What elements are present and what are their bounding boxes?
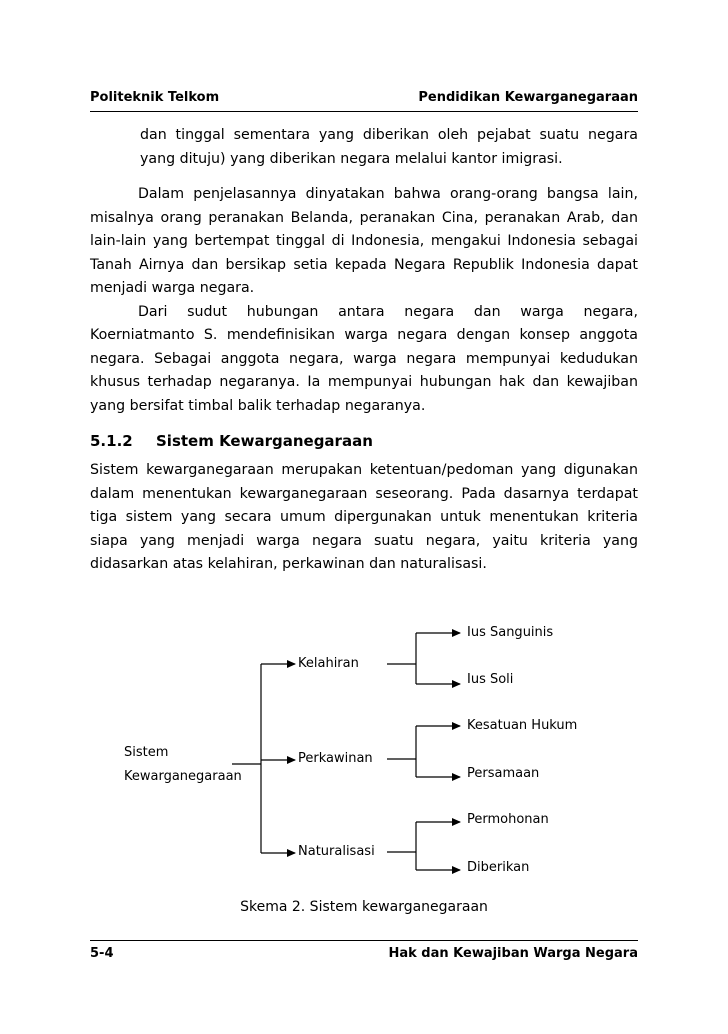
paragraph-2: Dari sudut hubungan antara negara dan warga negara, Koerniatmanto S. mendefinisikan warga negara dengan konsep anggota negara. Sebagai anggota negara, warga negara mempunyai kedudukan khusus terhadap negaranya. Ia mempunyai hubungan hak dan kewajiban yang bersifat timbal balik terhadap negaranya. — [90, 303, 638, 414]
section-body — [90, 459, 638, 577]
figure-caption: Skema 2. Sistem kewarganegaraan — [240, 899, 488, 915]
body-text — [90, 183, 638, 418]
paragraph-1: Dalam penjelasannya dinyatakan bahwa orang-orang bangsa lain, misalnya orang peranakan Belanda, peranakan Cina, peranakan Arab, dan lain-lain yang bertempat tinggal di Indonesia, mengakui Indonesia sebagai Tanah Airnya dan bersikap setia kepada Negara Republik Indonesia dapat menjadi warga negara. — [90, 186, 638, 296]
branch-kelahiran: Kelahiran — [298, 656, 359, 671]
footer-rule — [90, 940, 638, 941]
branch-perkawinan: Perkawinan — [298, 751, 373, 766]
branch-naturalisasi: Naturalisasi — [298, 844, 375, 859]
header-rule — [90, 111, 638, 112]
leaf-permohonan: Permohonan — [467, 812, 549, 827]
section-number: 5.1.2 — [90, 432, 133, 450]
page-number: 5-4 — [90, 946, 114, 961]
leaf-ius-sanguinis: Ius Sanguinis — [467, 625, 554, 640]
root-label-line1: Sistem — [124, 745, 169, 760]
indented-paragraph: dan tinggal sementara yang diberikan oleh pejabat suatu negara yang dituju) yang diberikan negara melalui kantor imigrasi. — [140, 127, 638, 167]
section-heading — [90, 432, 373, 450]
section-title: Sistem Kewarganegaraan — [156, 432, 373, 450]
header-institution: Politeknik Telkom — [90, 90, 220, 105]
indented-continuation — [140, 124, 638, 171]
page-footer — [90, 946, 638, 968]
header-course-title: Pendidikan Kewarganegaraan — [418, 90, 638, 105]
root-label-line2: Kewarganegaraan — [124, 769, 242, 784]
leaf-persamaan: Persamaan — [467, 766, 540, 781]
leaf-kesatuan-hukum: Kesatuan Hukum — [467, 718, 578, 733]
leaf-ius-soli: Ius Soli — [467, 672, 514, 687]
section-paragraph: Sistem kewarganegaraan merupakan ketentuan/pedoman yang digunakan dalam menentukan kewarganegaraan seseorang. Pada dasarnya terdapat tiga sistem yang secara umum dipergunakan untuk menentukan kriteria siapa yang menjadi warga negara suatu negara, yaitu kriteria yang didasarkan atas kelahiran, perkawinan dan naturalisasi. — [90, 462, 638, 572]
leaf-diberikan: Diberikan — [467, 860, 530, 875]
footer-chapter-title: Hak dan Kewajiban Warga Negara — [388, 946, 638, 961]
page-header — [90, 90, 638, 112]
